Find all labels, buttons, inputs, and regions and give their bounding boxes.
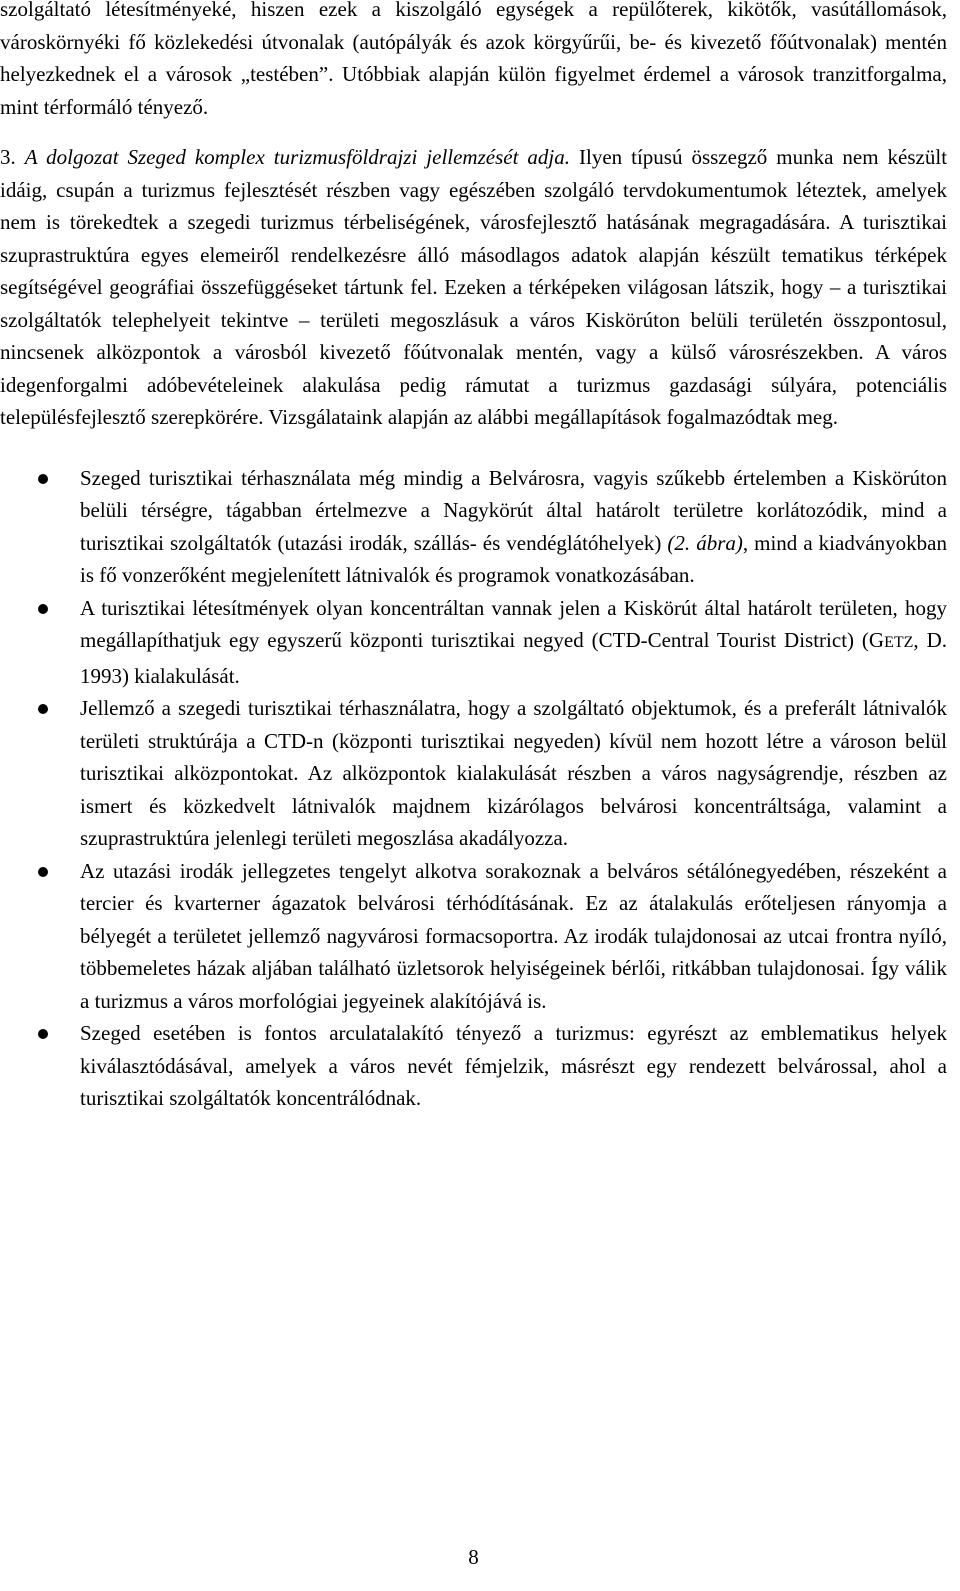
list-item-text: Szeged esetében is fontos arculatalakító tényező a turizmus: egyrészt az emblematikus helyek kiválasztódásával, amelyek a város nevét fémjelzik, másrészt egy rendezett belvárossal, ahol a turisztikai szolgáltatók koncentrálódnak. [80, 1021, 947, 1110]
list-item-text: , mind a kiadványokban is fő vonzerőként megjelenített látnivalók és programok vonatkozásában. [80, 530, 947, 587]
list-item [0, 1017, 947, 1115]
bullet-icon [38, 474, 48, 484]
list-item [0, 692, 947, 855]
page-number: 8 [468, 1545, 479, 1569]
list-item-text: Jellemző a szegedi turisztikai térhasználatra, hogy a szolgáltató objektumok, és a preferált látnivalók területi struktúrája a CTD-n (központi turisztikai negyeden) kívül nem hozott létre a városon belül turisztikai alközpontokat. Az alközpontok kialakulását részben a város nagyságrendje, részben az ismert és közkedvelt látnivalók majdnem kizárólagos belvárosi koncentráltsága, valamint a szuprastruktúra jelenlegi területi megoszlása akadályozza. [80, 696, 947, 850]
list-item-text: , D. 1993) kialakulását. [80, 628, 947, 688]
bullet-icon [38, 604, 48, 614]
point-3-heading: A dolgozat Szeged komplex turizmusföldrajzi jellemzését adja. [24, 145, 570, 169]
list-item-text: Szeged turisztikai térhasználata még mindig a Belvárosra, vagyis szűkebb értelemben a Kiskörúton belüli térségre, tágabban értelmezve a Nagykörút által határolt területre korlátozódik, mind a turisztikai szolgáltatók (utazási irodák, szállás- és vendéglátóhelyek) [80, 465, 947, 555]
list-item [0, 592, 947, 693]
intro-paragraph: szolgáltató létesítményeké, hiszen ezek a kiszolgáló egységek a repülőterek, kikötők, vasútállomások, városkörnyéki fő közlekedési útvonalak (autópályák és azok körgyűrűi, be- és kivezető főútvonalak) mentén helyezkednek el a városok „testében”. Utóbbiak alapján külön figyelmet érdemel a városok tranzitforgalma, mint térformáló tényező. [0, 0, 947, 119]
list-item [0, 462, 947, 592]
point-3-paragraph [0, 141, 947, 434]
author-smallcaps: ETZ [884, 634, 914, 651]
bullet-icon [38, 1029, 48, 1039]
bullet-icon [38, 867, 48, 877]
list-item-text: Az utazási irodák jellegzetes tengelyt alkotva sorakoznak a belváros sétálónegyedében, részeként a tercier és kvarterner ágazatok belvárosi térhódításának. Ez az átalakulás erőteljesen rányomja a bélyegét a területet jellemző nagyvárosi formacsoportra. Az irodák tulajdonosai az utcai frontra nyíló, többemeletes házak aljában található üzletsorok helyiségeinek bérlői, ritkábban tulajdonosai. Így válik a turizmus a város morfológiai jegyeinek alakítójává is. [80, 858, 947, 1013]
figure-reference: (2. ábra) [667, 530, 743, 555]
point-3-number: 3. [0, 145, 16, 169]
list-item-text: A turisztikai létesítmények olyan koncentráltan vannak jelen a Kiskörút által határolt területen, hogy megállapíthatjuk egy egyszerű központi turisztikai negyed (CTD-Central Tourist District) (G [80, 595, 947, 652]
bullet-icon [38, 704, 48, 714]
point-3-body: Ilyen típusú összegző munka nem készült idáig, csupán a turizmus fejlesztését részben vagy egészében szolgáló tervdokumentumok léteztek, amelyek nem is törekedtek a szegedi turizmus térbeliségének, városfejlesztő hatásának megragadására. A turisztikai szuprastruktúra egyes elemeiről rendelkezésre álló másodlagos adatok alapján készült tematikus térképek segítségével geográfiai összefüggéseket tártunk fel. Ezeken a térképeken világosan látszik, hogy – a turisztikai szolgáltatók telephelyeit tekintve – területi megoszlásuk a város Kiskörúton belüli területén összpontosul, nincsenek alközpontok a városból kivezető főútvonalak mentén, vagy a külső városrészekben. A város idegenforgalmi adóbevételeinek alakulása pedig rámutat a turizmus gazdasági súlyára, potenciális településfejlesztő szerepkörére. Vizsgálataink alapján az alábbi megállapítások fogalmazódtak meg. [0, 145, 948, 429]
findings-list [0, 462, 947, 1115]
list-item [0, 855, 947, 1018]
